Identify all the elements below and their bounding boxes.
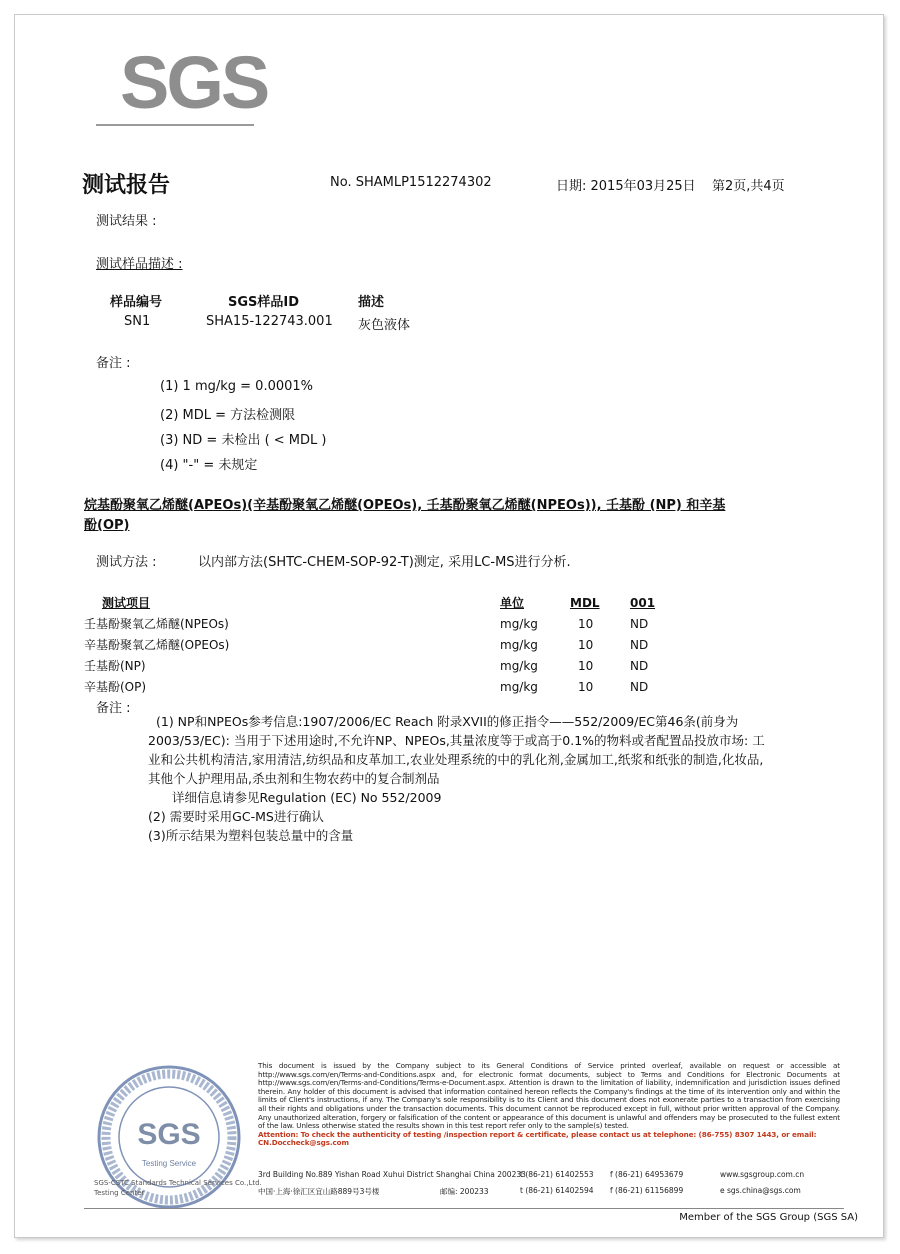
unit: mg/kg [500, 637, 538, 652]
unit: mg/kg [500, 658, 538, 673]
mdl: 10 [578, 616, 594, 631]
tel-1: t (86-21) 61402553 [520, 1170, 594, 1179]
result: ND [630, 679, 649, 694]
report-number: No. SHAMLP1512274302 [330, 175, 492, 190]
result-header: 001 [630, 595, 656, 610]
remarks2-label: 备注 : [96, 701, 131, 716]
remarks2-block [148, 712, 768, 845]
unit: mg/kg [500, 679, 538, 694]
test-item-header: 测试项目 [102, 596, 151, 610]
footer-attention: Attention: To check the authenticity of testing /inspection report & certificate, please contact us at telephone: (86-755) 8307 1443, or email: CN.Doccheck@sgs.com [258, 1129, 817, 1148]
section-title-cont: 酚(OP) [84, 518, 130, 533]
footer-disclaimer-block [258, 1062, 840, 1148]
company-line-1: SGS-CSTC Standards Technical Services Co.,Ltd. [94, 1179, 262, 1187]
sgs-sample-id-value: SHA15-122743.001 [206, 314, 333, 329]
seal-subtitle: Testing Service [141, 1159, 197, 1168]
tel-2: t (86-21) 61402594 [520, 1186, 594, 1195]
description-value: 灰色液体 [358, 318, 411, 333]
email[interactable]: e sgs.china@sgs.com [720, 1186, 801, 1195]
company-line-2: Testing Center [94, 1189, 145, 1197]
page-indicator: 第2页,共4页 [712, 179, 785, 194]
sample-description-label: 测试样品描述 : [96, 257, 183, 272]
table-row [84, 655, 670, 676]
test-item: 辛基酚(OP) [84, 680, 147, 694]
footer-divider [84, 1208, 844, 1209]
result: ND [630, 637, 649, 652]
remark2-item-1: (1) NP和NPEOs参考信息:1907/2006/EC Reach 附录XVII的修正指令——552/2009/EC第46条(前身为2003/53/EC): 当用于下述用途时,不允许NP、NPEOs,其量浓度等于或高于0.1%的物料或者配置品投放市场: 工业和公共机构清洁,家用清洁,纺织品和皮革加工,农业处理系统的中的乳化剂,金属加工,纸浆和纸张的制造,化妆品,其他个人护理用品,杀虫剂和生物农药中的复合制剂品 [148, 714, 765, 786]
remark2-ref: 详细信息请参见Regulation (EC) No 552/2009 [172, 790, 442, 805]
sgs-logo: SGS [120, 41, 268, 124]
mdl: 10 [578, 658, 594, 673]
sample-no-value: SN1 [124, 314, 151, 329]
table-row [84, 676, 670, 697]
results-label: 测试结果 : [96, 214, 157, 229]
mdl: 10 [578, 679, 594, 694]
result: ND [630, 658, 649, 673]
address-english: 3rd Building No.889 Yishan Road Xuhui District Shanghai China 200233 [258, 1170, 526, 1179]
remark2-item-2: (2) 需要时采用GC-MS进行确认 [148, 809, 324, 824]
report-date: 日期: 2015年03月25日 [556, 179, 696, 194]
section-title: 烷基酚聚氧乙烯醚(APEOs)(辛基酚聚氧乙烯醚(OPEOs), 壬基酚聚氧乙烯醚(NPEOs)), 壬基酚 (NP) 和辛基 [84, 498, 726, 513]
results-table [84, 592, 670, 697]
footer-disclaimer: This document is issued by the Company subject to its General Conditions of Service printed overleaf, available on request or accessible at http://www.sgs.com/en/Terms-and-Conditions.aspx and, for electronic format documents, subject to Terms and Conditions for Electronic Documents at http://www.sgs.com/en/Terms-and-Conditions/Terms-e-Document.aspx. Attention is drawn to the limitation of liability, indemnification and jurisdiction issues defined therein. Any holder of this document is advised that information contained hereon reflects the Company's findings at the time of its intervention only and within the limits of Client's instructions, if any. The Company's sole responsibility is to its Client and this document does not exonerate parties to a transaction from exercising all their rights and obligations under the transaction documents. This document cannot be reproduced except in full, without prior written approval of the Company. Any unauthorized alteration, forgery or falsification of the content or appearance of this document is unlawful and offenders may be prosecuted to the fullest extent of the law. Unless otherwise stated the results shown in this test report refer only to the sample(s) tested. [258, 1061, 840, 1131]
sgs-sample-id-header: SGS样品ID [228, 295, 300, 310]
logo-underline [96, 124, 254, 126]
remark-item: (1) 1 mg/kg = 0.0001% [160, 379, 314, 394]
fax-2: f (86-21) 61156899 [610, 1186, 684, 1195]
result: ND [630, 616, 649, 631]
remark-item: (4) "-" = 未规定 [160, 458, 258, 473]
address-chinese: 中国·上海·徐汇区宜山路889号3号楼 [258, 1187, 380, 1196]
test-item: 壬基酚(NP) [84, 659, 146, 673]
sample-no-header: 样品编号 [110, 295, 163, 310]
website[interactable]: www.sgsgroup.com.cn [720, 1170, 805, 1179]
method-label: 测试方法 : [96, 555, 157, 570]
postcode: 邮编: 200233 [440, 1187, 489, 1196]
unit: mg/kg [500, 616, 538, 631]
table-header-row [84, 592, 670, 613]
description-header: 描述 [358, 295, 385, 310]
test-item: 壬基酚聚氧乙烯醚(NPEOs) [84, 617, 229, 631]
table-row [84, 634, 670, 655]
report-title: 测试报告 [82, 172, 171, 198]
member-statement: Member of the SGS Group (SGS SA) [679, 1212, 858, 1223]
fax-1: f (86-21) 64953679 [610, 1170, 684, 1179]
remark-item: (3) ND = 未检出 ( < MDL ) [160, 433, 327, 448]
mdl: 10 [578, 637, 594, 652]
remarks-label: 备注 : [96, 356, 131, 371]
remark-item: (2) MDL = 方法检测限 [160, 408, 296, 423]
test-item: 辛基酚聚氧乙烯醚(OPEOs) [84, 638, 230, 652]
mdl-header: MDL [570, 595, 600, 610]
unit-header: 单位 [500, 596, 525, 610]
seal-logo-text: SGS [137, 1118, 201, 1151]
company-name-left [94, 1178, 262, 1198]
table-row [84, 613, 670, 634]
remark2-item-3: (3)所示结果为塑料包装总量中的含量 [148, 828, 354, 843]
method-text: 以内部方法(SHTC-CHEM-SOP-92-T)测定, 采用LC-MS进行分析. [198, 555, 571, 570]
